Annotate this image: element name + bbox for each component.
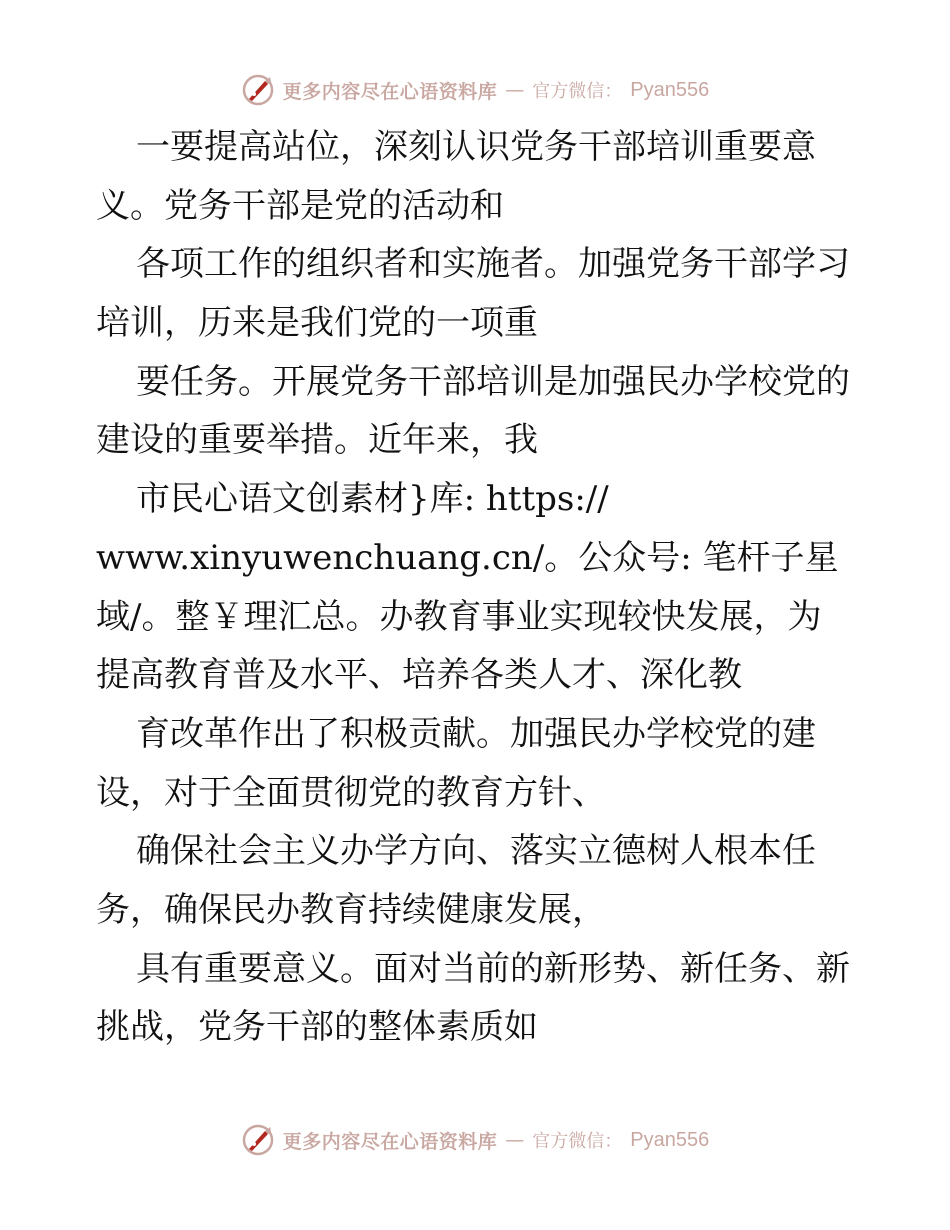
banner-main-text: 更多内容尽在心语资料库 (282, 80, 498, 103)
header-banner (0, 70, 950, 110)
banner-wechat-label: 官方微信： (532, 81, 623, 102)
quill-pen-logo-icon (241, 73, 275, 107)
banner-separator: — (505, 79, 525, 101)
banner-wechat-id: Pyan556 (630, 1128, 710, 1151)
banner-wechat-id: Pyan556 (630, 78, 710, 101)
text-line: 培训，历来是我们党的一项重 (96, 303, 538, 344)
text-line: 提高教育普及水平、培养各类人才、深化教 (96, 655, 742, 696)
text-line: 建设的重要举措。近年来，我 (96, 420, 538, 461)
text-line: 确保社会主义办学方向、落实立德树人根本任 (136, 831, 816, 872)
banner-separator: — (505, 1129, 525, 1151)
footer-banner (0, 1120, 950, 1160)
text-line: 设，对于全面贯彻党的教育方针、 (96, 772, 606, 813)
banner-wechat-label: 官方微信： (532, 1131, 623, 1152)
document-body (96, 118, 866, 1057)
text-line: 育改革作出了积极贡献。加强民办学校党的建 (136, 713, 816, 754)
text-line: 务，确保民办教育持续健康发展， (96, 889, 606, 930)
text-line: 一要提高站位，深刻认识党务干部培训重要意 (136, 127, 816, 167)
text-line: 要任务。开展党务干部培训是加强民办学校党的 (136, 361, 850, 402)
text-line: 义。党务干部是党的活动和 (96, 185, 504, 226)
text-line: www.xinyuwenchuang.cn/。公众号: 笔杆子星 (96, 537, 839, 578)
text-line: 挑战，党务干部的整体素质如 (96, 1007, 538, 1048)
text-line: 市民心语文创素材}库: https:// (136, 479, 609, 520)
banner-main-text: 更多内容尽在心语资料库 (282, 1130, 498, 1153)
quill-pen-logo-icon (241, 1123, 275, 1157)
text-line: 具有重要意义。面对当前的新形势、新任务、新 (136, 948, 850, 989)
text-line: 域/。整￥理汇总。办教育事业实现较快发展，为 (96, 596, 822, 637)
text-line: 各项工作的组织者和实施者。加强党务干部学习 (136, 244, 850, 285)
